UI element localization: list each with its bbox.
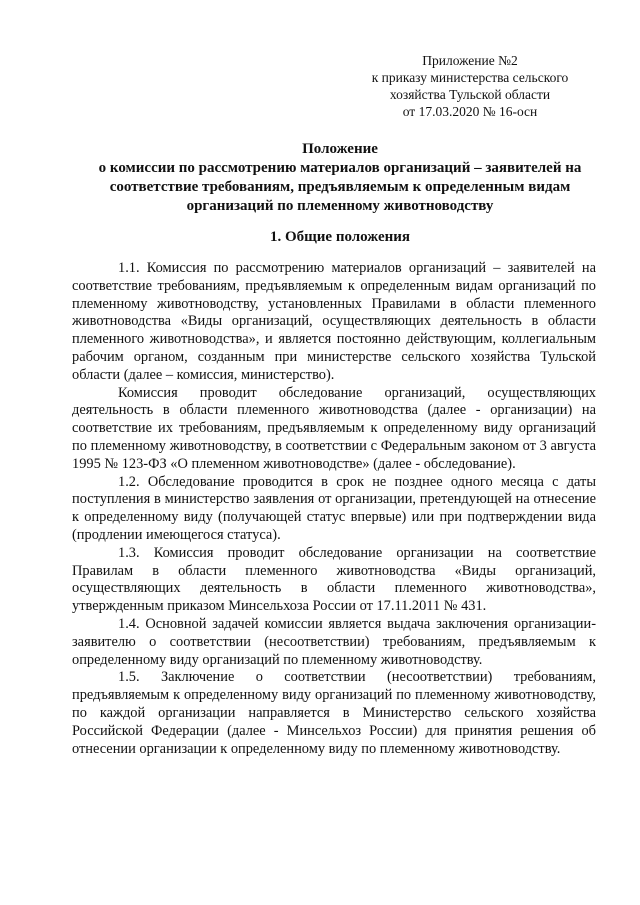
document-title — [70, 140, 610, 216]
paragraph-1-5: 1.5. Заключение о соответствии (несоответствии) требованиям, предъявляемым к определенному виду организаций по племенному животноводству, по каждой организации направляется в Министерство сельского хозяйства Российской Федерации (далее - Минсельхоз России) для принятия решения об отнесении организации к определенному виду по племенному животноводству. — [72, 669, 596, 757]
appendix-order-ref: к приказу министерства сельского — [371, 70, 569, 85]
section-heading: 1. Общие положения — [269, 229, 411, 245]
paragraph-1-1: 1.1. Комиссия по рассмотрению материалов организаций – заявителей на соответствие требованиям, предъявляемым к определенным видам организаций по племенному животноводству, установленных Правилами в области племенного животноводства «Виды организаций, осуществляющих деятельность в области племенного животноводства», и является постоянно действующим, коллегиальным рабочим органом, созданным при министерстве сельского хозяйства Тульской области (далее – комиссия, министерство). — [72, 260, 596, 383]
appendix-number: Приложение №2 — [422, 53, 518, 68]
paragraph-1-4: 1.4. Основной задачей комиссии является выдача заключения организации-заявителю о соответствии (несоответствии) требованиям, предъявляемым к определенному виду организаций по племенному животноводству. — [72, 615, 596, 668]
title-line-4: организаций по племенному животноводству — [186, 198, 494, 214]
appendix-ministry: хозяйства Тульской области — [389, 87, 551, 102]
paragraph-1-3: 1.3. Комиссия проводит обследование организации на соответствие Правилам в области племенного животноводства «Виды организаций, осуществляющих деятельность в области племенного животноводства», утвержденным приказом Минсельхоза России от 17.11.2011 № 431. — [72, 544, 596, 615]
appendix-order-date: от 17.03.2020 № 16-осн — [402, 104, 538, 119]
title-line-2: о комиссии по рассмотрению материалов организаций – заявителей на — [98, 160, 582, 176]
title-line-1: Положение — [302, 141, 378, 157]
document-body — [72, 260, 596, 758]
appendix-header — [360, 52, 580, 120]
title-line-3: соответствие требованиям, предъявляемым к определенным видам — [109, 179, 571, 195]
paragraph-commission: Комиссия проводит обследование организаций, осуществляющих деятельность в области племенного животноводства (далее - организации) на соответствие их требованиям, предъявляемым к определенному виду организаций по племенному животноводству, в соответствии с Федеральным законом от 3 августа 1995 № 123-ФЗ «О племенном животноводстве» (далее - обследование). — [72, 384, 596, 472]
paragraph-1-2: 1.2. Обследование проводится в срок не позднее одного месяца с даты поступления в министерство заявления от организации, претендующей на отнесение к определенному виду (получающей статус впервые) или при подтверждении вида (продлении имеющегося статуса). — [72, 473, 596, 543]
